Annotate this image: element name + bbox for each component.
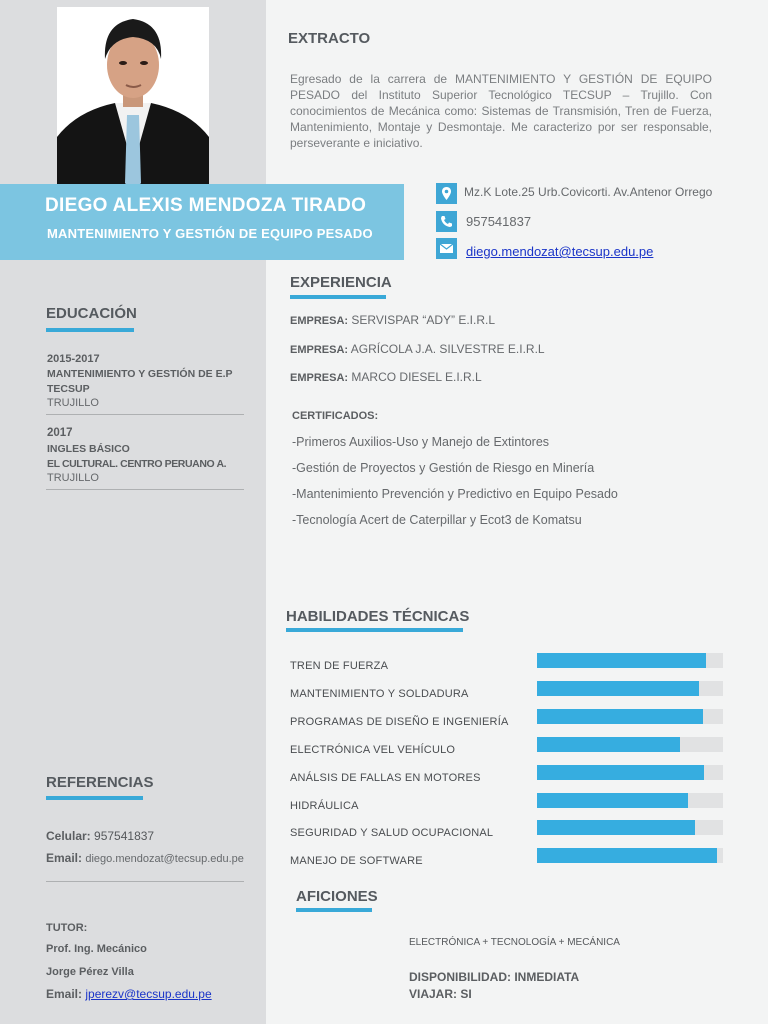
ref-phone-label: Celular: (46, 829, 91, 843)
tutor-name: Jorge Pérez Villa (46, 966, 134, 978)
name-banner (0, 184, 404, 260)
edu-program: MANTENIMIENTO Y GESTIÓN DE E.P (47, 368, 233, 380)
skill-bar (537, 737, 723, 752)
edu-institution: TECSUP (47, 383, 90, 395)
company-name: AGRÍCOLA J.A. SILVESTRE E.I.R.L (350, 342, 545, 356)
skill-bar (537, 848, 723, 863)
extracto-heading: EXTRACTO (288, 30, 371, 47)
email-icon (436, 238, 457, 259)
disponibilidad-text: DISPONIBILIDAD: INMEDIATA (409, 970, 580, 984)
certificate-item: -Tecnología Acert de Caterpillar y Ecot3 de Komatsu (292, 513, 582, 527)
skill-label: ELECTRÓNICA VEL VEHÍCULO (290, 744, 456, 756)
profile-photo (57, 7, 209, 193)
skill-bar (537, 820, 723, 835)
email-link[interactable]: diego.mendozat@tecsup.edu.pe (466, 244, 654, 259)
aficiones-text: ELECTRÓNICA + TECNOLOGÍA + MECÁNICA (409, 937, 620, 948)
skill-bar-fill (537, 709, 703, 724)
referencias-heading: REFERENCIAS (46, 774, 154, 791)
edu-years: 2017 (47, 427, 73, 439)
aficiones-heading: AFICIONES (296, 888, 378, 905)
job-title: MANTENIMIENTO Y GESTIÓN DE EQUIPO PESADO (47, 226, 373, 241)
tutor-email-label: Email: (46, 987, 83, 1001)
skill-bar (537, 653, 723, 668)
habilidades-underline (286, 628, 463, 632)
phone-text: 957541837 (466, 214, 532, 229)
tutor-email-link[interactable]: jperezv@tecsup.edu.pe (85, 987, 212, 1001)
skill-bar-fill (537, 681, 699, 696)
certificate-item: -Mantenimiento Prevención y Predictivo en Equipo Pesado (292, 487, 618, 501)
edu-program: INGLES BÁSICO (47, 443, 130, 455)
company-label: EMPRESA: (290, 315, 349, 327)
educacion-heading: EDUCACIÓN (46, 305, 137, 322)
ref-email-row (46, 851, 244, 865)
ref-email-label: Email: (46, 851, 83, 865)
ref-phone: 957541837 (94, 829, 155, 843)
company-label: EMPRESA: (290, 372, 349, 384)
experiencia-underline (290, 295, 386, 299)
skill-bar-fill (537, 820, 695, 835)
skill-bar (537, 709, 723, 724)
company-name: SERVISPAR “ADY” E.I.R.L (351, 313, 496, 327)
edu-years: 2015-2017 (47, 353, 100, 365)
skill-bar (537, 765, 723, 780)
skill-bar-fill (537, 765, 704, 780)
skill-bar-fill (537, 737, 680, 752)
tutor-label: TUTOR: (46, 922, 88, 934)
skill-label: HIDRÁULICA (290, 800, 359, 812)
company-row (290, 370, 482, 384)
certificados-heading: CERTIFICADOS: (292, 410, 379, 422)
educacion-underline (46, 328, 134, 332)
skill-label: ANÁLSIS DE FALLAS EN MOTORES (290, 772, 481, 784)
company-name: MARCO DIESEL E.I.R.L (351, 370, 482, 384)
skill-bar (537, 681, 723, 696)
company-row (290, 313, 495, 327)
extracto-text: Egresado de la carrera de MANTENIMIENTO Y GESTIÓN DE EQUIPO PESADO del Instituto Superior Tecnológico TECSUP – Trujillo. Con conocimientos de Mecánica como: Sistemas de Transmisión, Tren de Fuerza, Mantenimiento, Montaje y Desmontaje. Me caracterizo por ser responsable, perseverante e iniciativo. (290, 72, 712, 150)
edu-institution: EL CULTURAL. CENTRO PERUANO A. (47, 458, 227, 470)
ref-phone-row (46, 829, 154, 843)
tutor-email-row (46, 987, 212, 1001)
divider (46, 489, 244, 490)
skill-label: SEGURIDAD Y SALUD OCUPACIONAL (290, 827, 494, 839)
skill-label: MANTENIMIENTO Y SOLDADURA (290, 688, 469, 700)
skill-bar-fill (537, 653, 706, 668)
aficiones-underline (296, 908, 372, 912)
phone-icon (436, 211, 457, 232)
skill-label: TREN DE FUERZA (290, 660, 389, 672)
skill-label: PROGRAMAS DE DISEÑO E INGENIERÍA (290, 716, 509, 728)
skill-bar-fill (537, 848, 717, 863)
divider (46, 881, 244, 882)
company-row (290, 342, 545, 356)
habilidades-heading: HABILIDADES TÉCNICAS (286, 608, 470, 625)
location-icon (436, 183, 457, 204)
full-name: DIEGO ALEXIS MENDOZA TIRADO (45, 195, 367, 216)
company-label: EMPRESA: (290, 344, 349, 356)
skill-bar-fill (537, 793, 688, 808)
ref-email: diego.mendozat@tecsup.edu.pe (85, 853, 244, 865)
address-text: Mz.K Lote.25 Urb.Covicorti. Av.Antenor Orrego (464, 185, 713, 199)
skill-label: MANEJO DE SOFTWARE (290, 855, 423, 867)
referencias-underline (46, 796, 143, 800)
viajar-text: VIAJAR: SI (409, 987, 472, 1001)
experiencia-heading: EXPERIENCIA (290, 274, 392, 291)
tutor-title: Prof. Ing. Mecánico (46, 943, 147, 955)
skill-bar (537, 793, 723, 808)
divider (46, 414, 244, 415)
edu-city: TRUJILLO (47, 472, 99, 484)
edu-city: TRUJILLO (47, 397, 99, 409)
certificate-item: -Gestión de Proyectos y Gestión de Riesgo en Minería (292, 461, 595, 475)
certificate-item: -Primeros Auxilios-Uso y Manejo de Extintores (292, 435, 550, 449)
